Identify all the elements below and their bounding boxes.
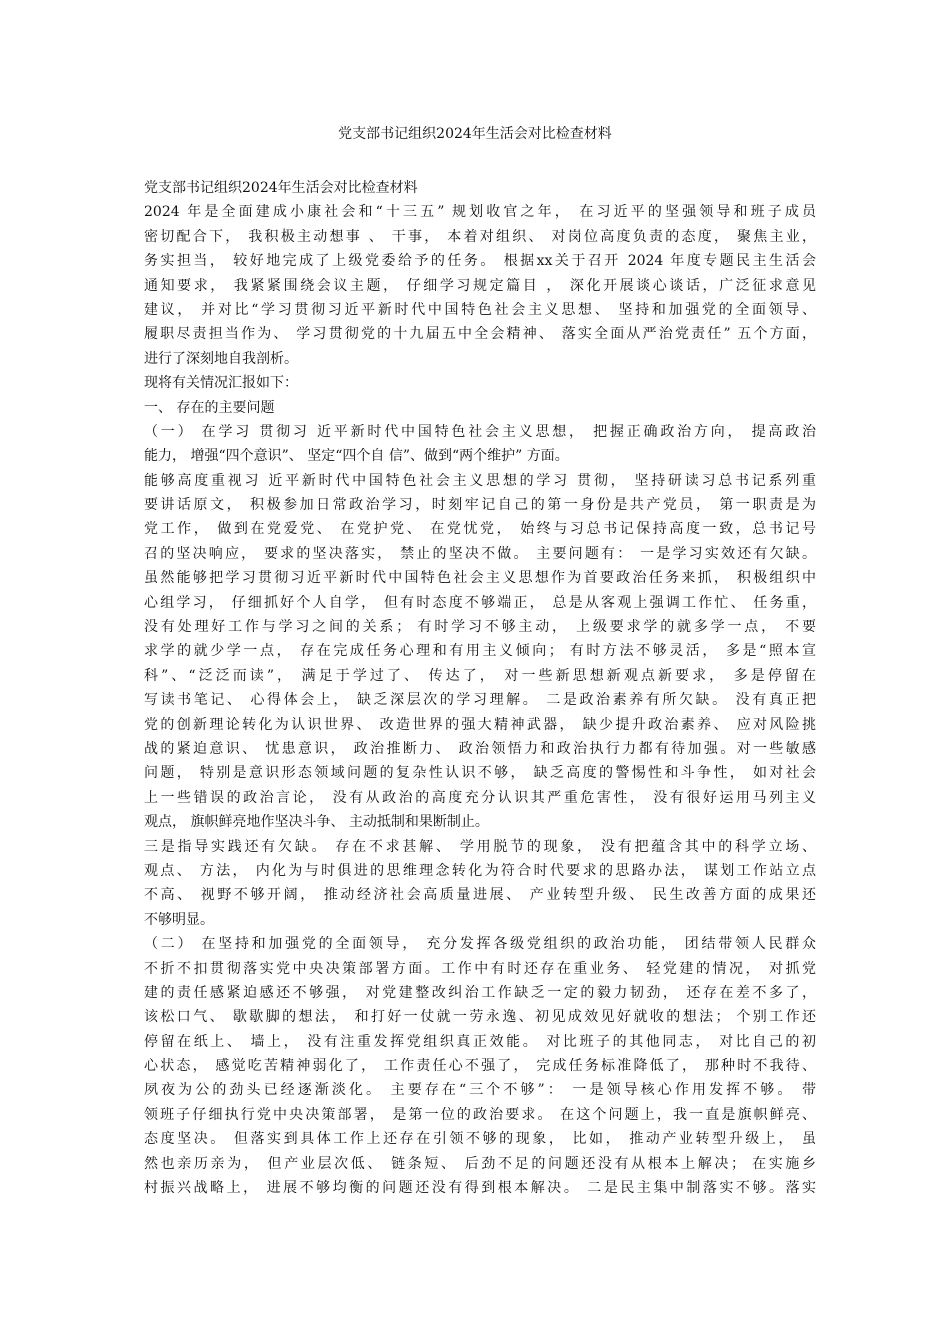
- body-text-line: 态度坚决。 但落实到具体工作上还存在引领不够的现象， 比如， 推动产业转型升级上， 虽: [144, 1131, 816, 1148]
- body-text-line: 密切配合下， 我积极主动想事 、 干事， 本着对组织、 对岗位高度负责的态度， 聚焦主业，: [144, 228, 816, 245]
- body-text-line: 观点， 旗帜鲜亮地作坚决斗争、 主动抵制和果断制止。: [144, 814, 489, 831]
- body-text-line: 科”、“泛泛而读”， 满足于学过了、 传达了， 对一些新思想新观点新要求， 多是停留在: [144, 667, 816, 684]
- body-text-line: 上一些错误的政治言论， 没有从政治的高度充分认识其严重危害性， 没有很好运用马列主义: [144, 789, 816, 806]
- body-text-line: 写读书笔记、 心得体会上， 缺乏深层次的学习理解。 二是政治素养有所欠缺。 没有真正把: [144, 692, 816, 709]
- body-text-line: 停留在纸上、 墙上， 没有注重发挥党组织真正效能。 对比班子的其他同志， 对比自己的初: [144, 1033, 816, 1050]
- body-text-line: 不折不扣贯彻落实党中央决策部署方面。工作中有时还存在重业务、 轻党建的情况， 对抓党: [144, 960, 816, 977]
- body-text-line: 战的紧迫意识、 忧患意识， 政治推断力、 政治领悟力和政治执行力都有待加强。对一些敏感: [144, 740, 816, 757]
- body-text-line: 观点、 方法， 内化为与时俱进的思维理念转化为符合时代要求的思路办法， 谋划工作站立点: [144, 862, 816, 879]
- body-text-line: 然也亲历亲为， 但产业层次低、 链条短、 后劲不足的问题还没有从根本上解决； 在实施乡: [144, 1155, 816, 1172]
- body-text-line: 问题， 特别是意识形态领域问题的复杂性认识不够， 缺乏高度的警惕性和斗争性， 如对社会: [144, 765, 816, 782]
- body-text-line: 进行了深刻地自我剖析。: [144, 350, 298, 367]
- body-text-line: 能力， 增强“四个意识”、 坚定“四个自 信”、做到“两个维护” 方面。: [144, 448, 569, 465]
- body-text-line: 不高、 视野不够开阔， 推动经济社会高质量进展、 产业转型升级、 民生改善方面的成果还: [144, 887, 816, 904]
- body-text-line: 建的责任感紧迫感还不够强， 对党建整改纠治工作缺乏一定的毅力韧劲， 还存在差不多了，: [144, 984, 816, 1001]
- body-text-line: （一） 在学习 贯彻习 近平新时代中国特色社会主义思想， 把握正确政治方向， 提高政治: [144, 423, 816, 440]
- body-text-line: 心状态， 感觉吃苦精神弱化了， 工作责任心不强了， 完成任务标准降低了， 那种时不我待、: [144, 1058, 816, 1075]
- body-text-line: 能够高度重视习 近平新时代中国特色社会主义思想的学习 贯彻， 坚持研读习总书记系列重: [144, 472, 816, 489]
- body-text-line: 三是指导实践还有欠缺。 存在不求甚解、 学用脱节的现象， 没有把蕴含其中的科学立场、: [144, 838, 816, 855]
- body-text-line: 夙夜为公的劲头已经逐渐淡化。 主要存在“三个不够”： 一是领导核心作用发挥不够。 带: [144, 1082, 816, 1099]
- body-text-line: 召的坚决响应， 要求的坚决落实， 禁止的坚决不做。 主要问题有： 一是学习实效还有欠缺。: [144, 545, 816, 562]
- body-text-line: 党工作， 做到在党爱党、 在党护党、 在党忧党， 始终与习总书记保持高度一致，总书记号: [144, 521, 816, 538]
- body-text-line: 履职尽责担当作为、 学习贯彻党的十九届五中全会精神、 落实全面从严治党责任” 五个方面，: [144, 326, 816, 343]
- body-text-line: 2024 年是全面建成小康社会和“十三五” 规划收官之年， 在习近平的坚强领导和班子成员: [144, 204, 816, 221]
- body-text-line: 要讲话原文， 积极参加日常政治学习，时刻牢记自己的第一身份是共产党员， 第一职责是为: [144, 497, 816, 514]
- body-text-line: 没有处理好工作与学习之间的关系； 有时学习不够主动， 上级要求学的就多学一点， 不要: [144, 619, 816, 636]
- body-text-line: 不够明显。: [144, 911, 214, 928]
- document-title: 党支部书记组织2024年生活会对比检查材料: [338, 126, 612, 142]
- body-text-line: 虽然能够把学习贯彻习近平新时代中国特色社会主义思想作为首要政治任务来抓， 积极组织中: [144, 570, 816, 587]
- body-text-line: 现将有关情况汇报如下：: [144, 375, 298, 392]
- body-text-line: （二） 在坚持和加强党的全面领导， 充分发挥各级党组织的政治功能， 团结带领人民群众: [144, 936, 816, 953]
- body-text-line: 一、 存在的主要问题: [144, 399, 275, 416]
- body-text-line: 该松口气、 歇歇脚的想法， 和打好一仗就一劳永逸、初见成效见好就收的想法； 个别工作还: [144, 1009, 816, 1026]
- body-text-line: 建议， 并对比“学习贯彻习近平新时代中国特色社会主义思想、 坚持和加强党的全面领导、: [144, 301, 816, 318]
- body-text-line: 领班子仔细执行党中央决策部署， 是第一位的政治要求。 在这个问题上，我一直是旗帜鲜亮、: [144, 1106, 816, 1123]
- body-text-line: 村振兴战略上， 进展不够均衡的问题还没有得到根本解决。 二是民主集中制落实不够。落实: [144, 1180, 816, 1197]
- body-text-line: 通知要求， 我紧紧围绕会议主题， 仔细学习规定篇目 ， 深化开展谈心谈话，广泛征求意见: [144, 277, 816, 294]
- body-text-line: 务实担当， 较好地完成了上级党委给予的任务。 根据xx关于召开 2024 年度专题民主生活会: [144, 253, 816, 270]
- body-text-line: 心组学习， 仔细抓好个人自学， 但有时态度不够端正， 总是从客观上强调工作忙、 任务重，: [144, 594, 816, 611]
- body-text-line: 求学的就少学一点， 存在完成任务心理和有用主义倾向； 有时方法不够灵活， 多是“照本宣: [144, 643, 816, 660]
- body-text-line: 党支部书记组织2024年生活会对比检查材料: [144, 180, 418, 196]
- body-text-line: 党的创新理论转化为认识世界、 改造世界的强大精神武器， 缺少提升政治素养、 应对风险挑: [144, 716, 816, 733]
- document-body: [144, 176, 816, 1200]
